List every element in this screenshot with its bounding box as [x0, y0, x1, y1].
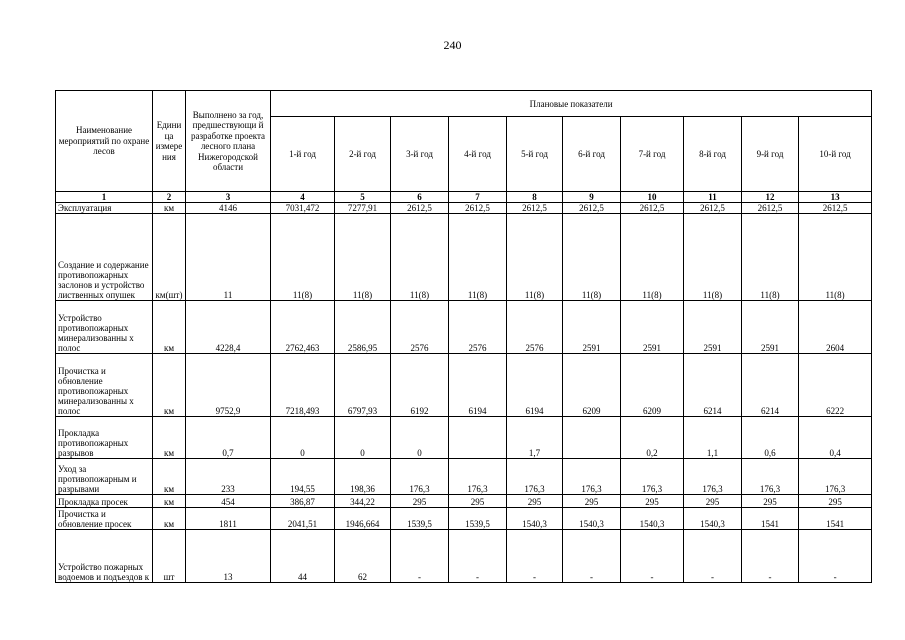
- column-number: 2: [153, 192, 186, 203]
- row-prev-value: 4146: [186, 203, 271, 214]
- row-year-value: 11(8): [684, 214, 742, 301]
- column-number: 12: [742, 192, 799, 203]
- row-year-value: 2612,5: [799, 203, 872, 214]
- header-year: 7-й год: [621, 117, 684, 192]
- row-year-value: 1540,3: [684, 508, 742, 530]
- row-year-value: [563, 417, 621, 459]
- row-year-value: 2612,5: [621, 203, 684, 214]
- column-number: 1: [56, 192, 153, 203]
- row-year-value: 295: [621, 495, 684, 508]
- table-row: [56, 301, 872, 354]
- row-year-value: 2576: [391, 301, 449, 354]
- row-year-value: 2591: [742, 301, 799, 354]
- row-year-value: 0: [391, 417, 449, 459]
- row-year-value: 2612,5: [507, 203, 563, 214]
- table-row: [56, 508, 872, 530]
- row-year-value: 62: [335, 530, 391, 583]
- row-year-value: 198,36: [335, 459, 391, 495]
- row-year-value: 6214: [684, 354, 742, 417]
- row-year-value: 0,4: [799, 417, 872, 459]
- page-number: 240: [443, 38, 462, 52]
- table-row: [56, 203, 872, 214]
- header-year: 1-й год: [271, 117, 335, 192]
- row-year-value: 295: [799, 495, 872, 508]
- row-prev-value: 454: [186, 495, 271, 508]
- row-prev-value: 0,7: [186, 417, 271, 459]
- row-name: Уход за противопожарным и разрывами: [56, 459, 153, 495]
- row-year-value: 176,3: [507, 459, 563, 495]
- header-unit: Едини ца измере ния: [153, 91, 186, 192]
- row-year-value: -: [742, 530, 799, 583]
- row-year-value: 11(8): [742, 214, 799, 301]
- row-year-value: 7277,91: [335, 203, 391, 214]
- table-row: [56, 459, 872, 495]
- row-year-value: 0: [335, 417, 391, 459]
- row-year-value: 11(8): [563, 214, 621, 301]
- row-unit: км: [153, 203, 186, 214]
- row-year-value: 11(8): [621, 214, 684, 301]
- header-year: 8-й год: [684, 117, 742, 192]
- header-year: 3-й год: [391, 117, 449, 192]
- header-year: 10-й год: [799, 117, 872, 192]
- row-year-value: 2576: [507, 301, 563, 354]
- row-year-value: 2591: [621, 301, 684, 354]
- column-number: 11: [684, 192, 742, 203]
- row-unit: км(шт): [153, 214, 186, 301]
- row-prev-value: 11: [186, 214, 271, 301]
- row-year-value: 176,3: [391, 459, 449, 495]
- row-year-value: 2591: [563, 301, 621, 354]
- row-year-value: 2041,51: [271, 508, 335, 530]
- row-year-value: 0,6: [742, 417, 799, 459]
- row-year-value: [449, 417, 507, 459]
- header-prev-year: Выполнено за год, предшествующи й разработке проекта лесного плана Нижегородской области: [186, 91, 271, 192]
- row-name: Прочистка и обновление просек: [56, 508, 153, 530]
- row-year-value: 6222: [799, 354, 872, 417]
- row-year-value: 2612,5: [563, 203, 621, 214]
- row-year-value: 6214: [742, 354, 799, 417]
- row-year-value: 1539,5: [391, 508, 449, 530]
- row-year-value: 176,3: [449, 459, 507, 495]
- row-name: Устройство противопожарных минерализованны х полос: [56, 301, 153, 354]
- row-year-value: 176,3: [742, 459, 799, 495]
- row-year-value: 295: [563, 495, 621, 508]
- row-year-value: 0: [271, 417, 335, 459]
- column-number: 9: [563, 192, 621, 203]
- column-number: 4: [271, 192, 335, 203]
- row-prev-value: 13: [186, 530, 271, 583]
- row-name: Прокладка противопожарных разрывов: [56, 417, 153, 459]
- row-year-value: 11(8): [449, 214, 507, 301]
- row-year-value: 6209: [563, 354, 621, 417]
- row-year-value: 386,87: [271, 495, 335, 508]
- row-prev-value: 1811: [186, 508, 271, 530]
- row-name: Устройство пожарных водоемов и подъездов к: [56, 530, 153, 583]
- row-year-value: 2576: [449, 301, 507, 354]
- row-name: Создание и содержание противопожарных заслонов и устройство лиственных опушек: [56, 214, 153, 301]
- row-year-value: 2612,5: [684, 203, 742, 214]
- forest-protection-table: [55, 90, 872, 583]
- table-row: [56, 354, 872, 417]
- row-unit: км: [153, 508, 186, 530]
- column-number: 10: [621, 192, 684, 203]
- row-year-value: 1,1: [684, 417, 742, 459]
- row-year-value: 11(8): [271, 214, 335, 301]
- row-year-value: 1,7: [507, 417, 563, 459]
- row-year-value: 11(8): [799, 214, 872, 301]
- row-year-value: 6194: [507, 354, 563, 417]
- row-year-value: 11(8): [507, 214, 563, 301]
- row-unit: км: [153, 459, 186, 495]
- row-year-value: 44: [271, 530, 335, 583]
- row-year-value: 11(8): [391, 214, 449, 301]
- row-year-value: 295: [742, 495, 799, 508]
- table-row: [56, 495, 872, 508]
- row-year-value: 2612,5: [742, 203, 799, 214]
- column-number: 7: [449, 192, 507, 203]
- row-year-value: -: [799, 530, 872, 583]
- row-year-value: -: [684, 530, 742, 583]
- row-name: Прокладка просек: [56, 495, 153, 508]
- row-year-value: 2604: [799, 301, 872, 354]
- row-year-value: 176,3: [563, 459, 621, 495]
- row-year-value: 11(8): [335, 214, 391, 301]
- row-year-value: -: [507, 530, 563, 583]
- row-name: Прочистка и обновление противопожарных минерализованны х полос: [56, 354, 153, 417]
- row-year-value: 1540,3: [621, 508, 684, 530]
- row-year-value: 194,55: [271, 459, 335, 495]
- row-year-value: 6797,93: [335, 354, 391, 417]
- row-year-value: 2591: [684, 301, 742, 354]
- row-unit: км: [153, 354, 186, 417]
- row-year-value: 1539,5: [449, 508, 507, 530]
- row-year-value: 6192: [391, 354, 449, 417]
- row-year-value: -: [563, 530, 621, 583]
- column-number: 3: [186, 192, 271, 203]
- row-unit: км: [153, 495, 186, 508]
- row-year-value: 295: [684, 495, 742, 508]
- row-year-value: 1541: [742, 508, 799, 530]
- header-year: 5-й год: [507, 117, 563, 192]
- header-year: 6-й год: [563, 117, 621, 192]
- header-year: 9-й год: [742, 117, 799, 192]
- row-prev-value: 233: [186, 459, 271, 495]
- table-row: [56, 530, 872, 583]
- row-year-value: 295: [449, 495, 507, 508]
- row-year-value: 2612,5: [391, 203, 449, 214]
- column-number: 8: [507, 192, 563, 203]
- header-year: 2-й год: [335, 117, 391, 192]
- row-prev-value: 9752,9: [186, 354, 271, 417]
- header-name: Наименование мероприятий по охране лесов: [56, 91, 153, 192]
- row-year-value: 176,3: [684, 459, 742, 495]
- row-unit: км: [153, 301, 186, 354]
- row-year-value: 1946,664: [335, 508, 391, 530]
- row-year-value: 1540,3: [507, 508, 563, 530]
- row-year-value: -: [449, 530, 507, 583]
- row-year-value: -: [621, 530, 684, 583]
- row-year-value: 0,2: [621, 417, 684, 459]
- row-year-value: 2762,463: [271, 301, 335, 354]
- column-number: 5: [335, 192, 391, 203]
- row-year-value: 176,3: [799, 459, 872, 495]
- column-number: 6: [391, 192, 449, 203]
- row-year-value: 176,3: [621, 459, 684, 495]
- row-year-value: -: [391, 530, 449, 583]
- header-planned: Плановые показатели: [271, 91, 872, 117]
- table-row: [56, 417, 872, 459]
- header-year: 4-й год: [449, 117, 507, 192]
- row-year-value: 295: [507, 495, 563, 508]
- row-year-value: 6209: [621, 354, 684, 417]
- row-year-value: 1540,3: [563, 508, 621, 530]
- column-number: 13: [799, 192, 872, 203]
- row-year-value: 7218,493: [271, 354, 335, 417]
- row-unit: шт: [153, 530, 186, 583]
- row-year-value: 344,22: [335, 495, 391, 508]
- row-prev-value: 4228,4: [186, 301, 271, 354]
- row-year-value: 1541: [799, 508, 872, 530]
- row-year-value: 7031,472: [271, 203, 335, 214]
- table-row: [56, 214, 872, 301]
- row-year-value: 2612,5: [449, 203, 507, 214]
- row-year-value: 295: [391, 495, 449, 508]
- row-year-value: 6194: [449, 354, 507, 417]
- row-unit: км: [153, 417, 186, 459]
- row-name: Эксплуатация: [56, 203, 153, 214]
- row-year-value: 2586,95: [335, 301, 391, 354]
